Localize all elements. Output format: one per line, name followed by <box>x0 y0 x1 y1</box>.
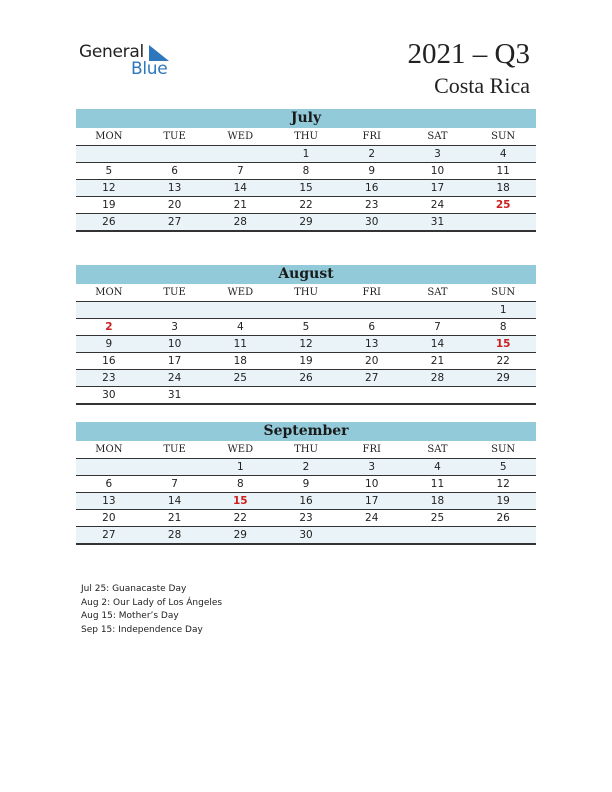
date-cell: 9 <box>105 338 113 350</box>
date-cell: 26 <box>102 216 116 228</box>
weekday-label: MON <box>95 131 123 142</box>
weekday-label: MON <box>95 287 123 298</box>
date-cell: 3 <box>171 321 178 333</box>
date-cell: 19 <box>496 495 510 507</box>
date-cell: 4 <box>434 461 441 473</box>
date-cell: 24 <box>430 199 445 211</box>
date-cell: 6 <box>368 321 376 333</box>
date-cell: 8 <box>236 478 244 490</box>
date-cell <box>470 387 536 403</box>
date-cell <box>339 302 405 318</box>
date-cell: 27 <box>167 216 182 228</box>
date-cell <box>207 146 273 162</box>
weekday-label: WED <box>227 444 254 455</box>
date-cell: 16 <box>365 182 379 194</box>
weekday-label: SUN <box>491 131 516 142</box>
date-cell: 1 <box>236 461 244 473</box>
date-cell: 12 <box>299 338 313 350</box>
date-cell <box>405 387 471 403</box>
weekday-label: WED <box>227 131 254 142</box>
month-header: August <box>76 265 536 284</box>
date-cell: 3 <box>368 461 376 473</box>
date-cell: 12 <box>102 182 116 194</box>
weekday-label: TUE <box>163 444 186 455</box>
date-cell <box>207 387 273 403</box>
date-cell: 30 <box>365 216 379 228</box>
date-cell: 1 <box>302 148 310 160</box>
date-cell: 20 <box>365 355 379 367</box>
date-cell: 19 <box>102 199 116 211</box>
week-row <box>76 387 536 405</box>
date-cell: 14 <box>430 338 445 350</box>
weekday-label: FRI <box>362 444 381 455</box>
weekday-header-row <box>76 441 536 459</box>
date-cell: 13 <box>365 338 379 350</box>
holiday-date-cell: 2 <box>105 321 113 333</box>
date-cell: 10 <box>430 165 445 177</box>
weekday-label: MON <box>95 444 123 455</box>
date-cell: 3 <box>434 148 441 160</box>
week-row <box>76 459 536 476</box>
date-cell: 4 <box>499 148 507 160</box>
date-cell <box>470 214 536 230</box>
week-row <box>76 370 536 387</box>
weekday-header-row <box>76 284 536 302</box>
date-cell: 31 <box>430 216 445 228</box>
date-cell: 26 <box>496 512 510 524</box>
date-cell: 14 <box>233 182 247 194</box>
month-august <box>76 265 536 405</box>
date-cell: 20 <box>102 512 116 524</box>
date-cell: 16 <box>102 355 116 367</box>
date-cell: 27 <box>102 529 116 541</box>
weekday-header-row <box>76 128 536 146</box>
week-row <box>76 163 536 180</box>
weekday-label: TUE <box>163 131 186 142</box>
date-cell: 27 <box>365 372 379 384</box>
date-cell: 13 <box>102 495 116 507</box>
date-cell: 15 <box>299 182 313 194</box>
month-header: July <box>76 109 536 128</box>
date-cell: 2 <box>368 148 376 160</box>
date-cell: 11 <box>233 338 247 350</box>
week-row <box>76 214 536 232</box>
date-cell: 7 <box>434 321 441 333</box>
weekday-label: WED <box>227 287 254 298</box>
holiday-list <box>81 583 222 637</box>
date-cell: 28 <box>233 216 247 228</box>
date-cell: 8 <box>499 321 507 333</box>
date-cell <box>76 302 142 318</box>
holiday-date-cell: 15 <box>232 495 248 507</box>
date-cell <box>273 302 339 318</box>
week-row <box>76 527 536 545</box>
week-row <box>76 510 536 527</box>
week-row <box>76 336 536 353</box>
date-cell: 30 <box>299 529 313 541</box>
weekday-label: SAT <box>427 131 448 142</box>
date-cell: 18 <box>496 182 510 194</box>
date-cell <box>142 146 208 162</box>
date-cell: 12 <box>496 478 510 490</box>
date-cell: 25 <box>233 372 247 384</box>
date-cell: 10 <box>365 478 379 490</box>
weekday-label: THU <box>294 131 318 142</box>
date-cell: 2 <box>302 461 310 473</box>
generalblue-logo <box>79 42 189 82</box>
week-row <box>76 197 536 214</box>
week-row <box>76 319 536 336</box>
page-title: 2021 – Q3 <box>407 38 530 70</box>
holiday-item: Aug 2: Our Lady of Los Ángeles <box>81 597 223 608</box>
holiday-item: Aug 15: Mother’s Day <box>81 611 179 621</box>
date-cell: 29 <box>299 216 313 228</box>
date-cell: 5 <box>105 165 113 177</box>
date-cell: 7 <box>171 478 178 490</box>
country-name: Costa Rica <box>434 73 530 98</box>
holiday-date-cell: 15 <box>495 338 511 350</box>
date-cell <box>76 459 142 475</box>
weekday-label: FRI <box>362 131 381 142</box>
date-cell: 5 <box>302 321 310 333</box>
date-cell: 21 <box>430 355 445 367</box>
weekday-label: THU <box>294 287 318 298</box>
date-cell: 21 <box>167 512 182 524</box>
date-cell: 10 <box>167 338 182 350</box>
date-cell <box>207 302 273 318</box>
weekday-label: THU <box>294 444 318 455</box>
date-cell: 28 <box>167 529 182 541</box>
date-cell: 22 <box>299 199 313 211</box>
week-row <box>76 476 536 493</box>
weekday-label: SUN <box>491 287 516 298</box>
date-cell: 13 <box>167 182 182 194</box>
date-cell: 22 <box>496 355 510 367</box>
weekday-label: SAT <box>427 444 448 455</box>
date-cell: 29 <box>496 372 510 384</box>
weekday-label: SUN <box>491 444 516 455</box>
date-cell <box>273 387 339 403</box>
date-cell: 19 <box>299 355 313 367</box>
week-row <box>76 302 536 319</box>
weekday-label: TUE <box>163 287 186 298</box>
date-cell: 9 <box>302 478 310 490</box>
month-july <box>76 109 536 232</box>
date-cell: 28 <box>430 372 445 384</box>
date-cell <box>142 459 208 475</box>
month-header: September <box>76 422 536 441</box>
date-cell: 5 <box>499 461 507 473</box>
date-cell: 4 <box>236 321 244 333</box>
date-cell: 18 <box>430 495 445 507</box>
date-cell <box>405 527 471 543</box>
date-cell: 29 <box>233 529 247 541</box>
date-cell <box>142 302 208 318</box>
date-cell: 8 <box>302 165 310 177</box>
week-row <box>76 353 536 370</box>
date-cell <box>405 302 471 318</box>
holiday-date-cell: 25 <box>495 199 511 211</box>
date-cell: 26 <box>299 372 313 384</box>
date-cell: 24 <box>167 372 182 384</box>
week-row <box>76 493 536 510</box>
date-cell: 1 <box>499 304 507 316</box>
date-cell <box>339 527 405 543</box>
date-cell: 23 <box>102 372 116 384</box>
date-cell: 6 <box>105 478 113 490</box>
date-cell: 6 <box>171 165 178 177</box>
date-cell <box>470 527 536 543</box>
date-cell: 17 <box>430 182 445 194</box>
date-cell: 25 <box>430 512 445 524</box>
date-cell: 23 <box>299 512 313 524</box>
date-cell <box>76 146 142 162</box>
date-cell: 20 <box>167 199 182 211</box>
date-cell: 14 <box>167 495 182 507</box>
weekday-label: SAT <box>427 287 448 298</box>
date-cell: 31 <box>167 389 182 401</box>
date-cell: 22 <box>233 512 247 524</box>
date-cell: 17 <box>167 355 182 367</box>
date-cell: 11 <box>496 165 510 177</box>
holiday-item: Sep 15: Independence Day <box>81 624 203 635</box>
weekday-label: FRI <box>362 287 381 298</box>
date-cell: 30 <box>102 389 116 401</box>
date-cell: 11 <box>430 478 445 490</box>
logo-word-blue: Blue <box>131 59 168 79</box>
month-september <box>76 422 536 545</box>
date-cell: 21 <box>233 199 247 211</box>
week-row <box>76 146 536 163</box>
date-cell: 9 <box>368 165 376 177</box>
week-row <box>76 180 536 197</box>
date-cell: 24 <box>365 512 379 524</box>
date-cell: 23 <box>365 199 379 211</box>
date-cell: 17 <box>365 495 379 507</box>
holiday-item: Jul 25: Guanacaste Day <box>81 584 187 594</box>
date-cell <box>339 387 405 403</box>
date-cell: 7 <box>236 165 244 177</box>
date-cell: 16 <box>299 495 313 507</box>
logo-word-general: General <box>79 42 144 62</box>
date-cell: 18 <box>233 355 247 367</box>
